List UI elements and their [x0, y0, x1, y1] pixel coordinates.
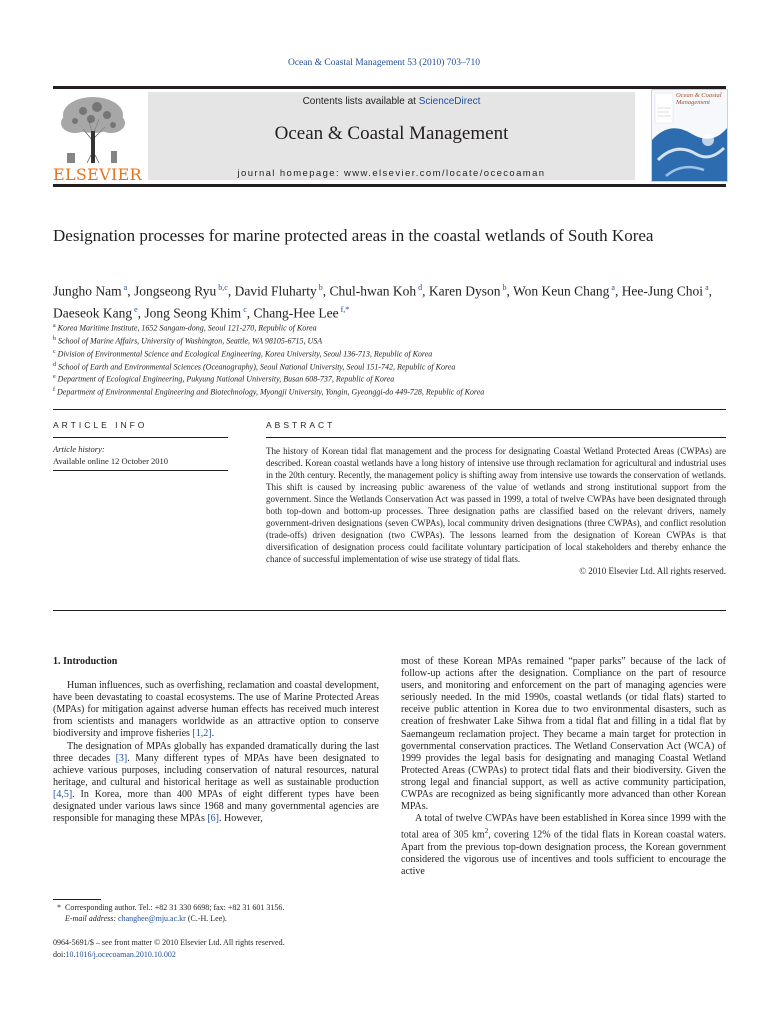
superscript: 2: [484, 827, 489, 836]
abstract-copyright: © 2010 Elsevier Ltd. All rights reserved.: [579, 566, 726, 576]
paragraph-text: A total of twelve CWPAs have been established in Korea since 1999 with the total area of 305 km: [401, 813, 726, 841]
issn-doi-block: [53, 937, 383, 960]
corresponding-line: [53, 902, 383, 913]
body-column-left: [53, 656, 379, 825]
abstract-body: [266, 445, 726, 577]
affiliation-text: School of Earth and Environmental Sciences (Oceanography), Seoul National University, Seoul 151-742, Republic of Korea: [56, 362, 456, 372]
corresponding-author-footnote: [53, 902, 383, 924]
footnote-marker: *: [57, 903, 61, 912]
paragraph-text: . However,: [219, 813, 263, 825]
affiliation-key: b: [53, 335, 56, 342]
author-affiliation-marker[interactable]: b,c: [216, 283, 228, 292]
author-affiliation-marker[interactable]: b: [500, 283, 507, 292]
article-info-heading: ARTICLE INFO: [53, 420, 148, 430]
abstract-text: The history of Korean tidal flat management and the process for designating Coastal Wetland Protected Areas (CWPAs) are described. Korean coastal wetlands have a long history of intensive use through reclamation for agricultural and industrial uses in the 20th century. Recently, the management policy is shifting away from intensive use towards the conservation of wetlands. This shift is caused by increasing public awareness of the value of wetlands and strong institutional support from the government. Since the Wetlands Conservation Act was passed in 1999, a total of twelve CWPAs have been designated through both top-down and bottom-up processes. Three designation paths are classified based on the relevant drivers, namely government-driven designations (seven CWPAs), local community driven designations (three CWPAs), and conflict resolution (trade-offs) driven designation (two CWPAs). The lessons learned from the designation of Korean CWPAs is that diversification of designation process could facilitate voluntary participation of local stakeholders and thereby enhance the chance of successful implementation of wise use strategy of tidal flats.: [266, 446, 726, 564]
author-separator: ,: [322, 283, 330, 299]
abstract-heading: ABSTRACT: [266, 420, 336, 430]
author-separator: ,: [422, 283, 429, 299]
affiliation-item: [53, 372, 733, 385]
reference-link[interactable]: [6]: [207, 813, 220, 825]
affiliation-item: [53, 321, 733, 334]
email-label: E-mail address:: [65, 914, 117, 923]
issn-line: 0964-5691/$ – see front matter © 2010 Elsevier Ltd. All rights reserved.: [53, 938, 285, 947]
cover-title: Ocean & Coastal Management: [676, 92, 722, 106]
section-divider: [53, 409, 726, 410]
author-separator: ,: [614, 283, 622, 299]
section-heading-introduction: 1. Introduction: [53, 656, 118, 667]
author-separator: ,: [246, 305, 254, 320]
journal-cover-thumbnail[interactable]: [651, 89, 728, 182]
paragraph-text: Human influences, such as overfishing, reclamation and coastal development, have been devastating to coastal ecosystems. The use of Marine Protected Areas (MPAs) for mitigation against adverse human effects has received much interest from scientists and managers worldwide as an attractive option to conserve biodiversity and improve fisheries: [53, 680, 379, 740]
author-separator: ,: [127, 283, 134, 299]
author-affiliation-marker[interactable]: c: [241, 304, 247, 314]
author-name[interactable]: Won Keun Chang: [512, 283, 610, 299]
article-title: Designation processes for marine protected areas in the coastal wetlands of South Korea: [53, 226, 654, 245]
email-link[interactable]: changhee@mju.ac.kr: [118, 914, 186, 923]
article-history: [53, 444, 228, 467]
footnote-rule: [53, 899, 101, 900]
paragraph-text: The designation of MPAs globally has expanded dramatically during the last three decades: [53, 740, 379, 764]
header-bottom-rule: [53, 184, 726, 187]
paragraph-text: , covering 12% of the tidal flats in Korean coastal waters. Apart from the previous top-down designation process, the Korean government considered the vigorous use of incentives and tools sufficient to encourage the active: [401, 829, 726, 877]
reference-link[interactable]: [3]: [115, 752, 128, 764]
affiliation-item: [53, 360, 733, 373]
author-name[interactable]: Jongseong Ryu: [133, 283, 217, 299]
doi-label: doi:: [53, 949, 66, 959]
email-line: [53, 913, 383, 924]
cover-globe-icon: [652, 90, 727, 181]
affiliation-item: [53, 334, 733, 347]
author-separator: ,: [137, 305, 145, 320]
affiliation-key: f: [53, 387, 55, 394]
doi-link[interactable]: 10.1016/j.ocecoaman.2010.10.002: [65, 949, 176, 959]
author-list: [53, 279, 743, 322]
history-value: Available online 12 October 2010: [53, 455, 169, 466]
affiliation-text: Division of Environmental Science and Ecological Engineering, Korea University, Seoul 136-713, Republic of Korea: [55, 349, 433, 359]
author-affiliation-marker[interactable]: a: [703, 283, 709, 292]
author-name[interactable]: Chang-Hee Lee: [253, 305, 339, 320]
paragraph-text: . In Korea, more than 400 MPAs of eight different types have been designated under various laws since 1968 and many governmental agencies are responsible for managing these MPAs: [53, 788, 379, 825]
affiliation-key: e: [53, 374, 56, 381]
author-name[interactable]: David Fluharty: [234, 283, 317, 299]
email-suffix: (C.-H. Lee).: [185, 914, 227, 923]
doi-line: [53, 949, 383, 961]
tree-icon: [53, 93, 133, 165]
paragraph-text: . Many different types of MPAs have been designated to achieve various purposes, including conservation of natural resources, natural heritage, and cultural and historical heritage as well as sustainable production: [53, 752, 379, 788]
author-separator: ,: [227, 283, 235, 299]
author-affiliation-marker[interactable]: e: [132, 304, 138, 314]
author-affiliation-marker[interactable]: a: [121, 283, 128, 292]
affiliation-item: [53, 347, 733, 360]
affiliations: [53, 321, 733, 398]
abstract-rule: [266, 437, 726, 438]
journal-banner: [148, 92, 635, 180]
journal-homepage-link[interactable]: journal homepage: www.elsevier.com/locate/ocecoaman: [237, 168, 546, 179]
contents-prefix: Contents lists available at: [302, 96, 419, 107]
paragraph-text: .: [211, 728, 215, 740]
paragraph-3: most of these Korean MPAs remained “paper parks” because of the lack of follow-up actions after the designation. Compliance on the part of resource users, and monitoring and enforcement on the part of managing agencies were seriously needed. In the mid 1990s, coastal wetlands (or tidal flats) started to receive public attention in Korea due to two environmental disasters, such as creation of freshwater Lake Sihwa from a tidal flat and filling in a tidal flat by Saemangeum reclamation project. They became a main target for protection in governmental conservation practices. The Wetland Conservation Act (WCA) of 1999 provides the legal basis for designating and managing Coastal Wetland Protected Areas (CWPAs) to protect tidal flats and their biodiversity. Given the strong legal and financial support, as well as active community participation, CWPAs are recognized as being significantly more advanced than other Korean MPAs.: [401, 656, 726, 813]
author-affiliation-marker[interactable]: a: [609, 283, 615, 292]
article-info-rule: [53, 437, 228, 438]
journal-header: [53, 89, 726, 184]
affiliation-text: Korea Maritime Institute, 1652 Sangam-dong, Seoul 121-270, Republic of Korea: [55, 323, 317, 333]
author-separator: ,: [708, 283, 712, 299]
elsevier-wordmark: ELSEVIER: [53, 165, 142, 184]
affiliation-text: School of Marine Affairs, University of Washington, Seattle, WA 98105-6715, USA: [56, 336, 323, 346]
author-name[interactable]: Daeseok Kang: [53, 305, 133, 320]
author-separator: ,: [506, 283, 513, 299]
paragraph-1: [53, 680, 379, 740]
author-affiliation-marker[interactable]: f,*: [338, 304, 350, 314]
paragraph-2: [53, 741, 379, 826]
reference-link[interactable]: [1,2]: [192, 728, 212, 740]
affiliation-key: a: [53, 323, 56, 329]
abstract-bottom-rule: [53, 610, 726, 611]
affiliation-item: [53, 385, 733, 398]
contents-availability: [148, 96, 635, 107]
author-affiliation-marker[interactable]: d: [416, 283, 423, 292]
author-affiliation-marker[interactable]: b: [316, 283, 323, 292]
journal-name: Ocean & Coastal Management: [274, 123, 509, 144]
body-column-right: [401, 656, 726, 878]
author-name[interactable]: Jong Seong Khim: [144, 305, 242, 320]
reference-link[interactable]: [4,5]: [53, 788, 73, 800]
affiliation-text: Department of Ecological Engineering, Pukyung National University, Busan 608-737, Republic of Korea: [55, 375, 395, 385]
affiliation-text: Department of Environmental Engineering and Biotechnology, Myongji University, Yongin, Gyeonggi-do 449-728, Republic of Korea: [55, 387, 485, 397]
author-name[interactable]: Chul-hwan Koh: [329, 283, 417, 299]
history-label: Article history:: [53, 444, 105, 454]
affiliation-key: c: [53, 348, 56, 355]
heading-spacer: [53, 668, 379, 680]
elsevier-tree-logo[interactable]: [53, 93, 142, 184]
sciencedirect-link[interactable]: ScienceDirect: [418, 96, 481, 107]
corresponding-text: Corresponding author. Tel.: +82 31 330 6698; fax: +82 31 601 3156.: [65, 903, 285, 912]
paragraph-4: [401, 813, 726, 878]
affiliation-key: d: [53, 361, 56, 368]
author-name[interactable]: Jungho Nam: [53, 283, 122, 299]
author-name[interactable]: Karen Dyson: [428, 283, 501, 299]
author-name[interactable]: Hee-Jung Choi: [621, 283, 704, 299]
article-info-rule-bottom: [53, 470, 228, 471]
journal-citation[interactable]: Ocean & Coastal Management 53 (2010) 703–710: [287, 58, 481, 68]
